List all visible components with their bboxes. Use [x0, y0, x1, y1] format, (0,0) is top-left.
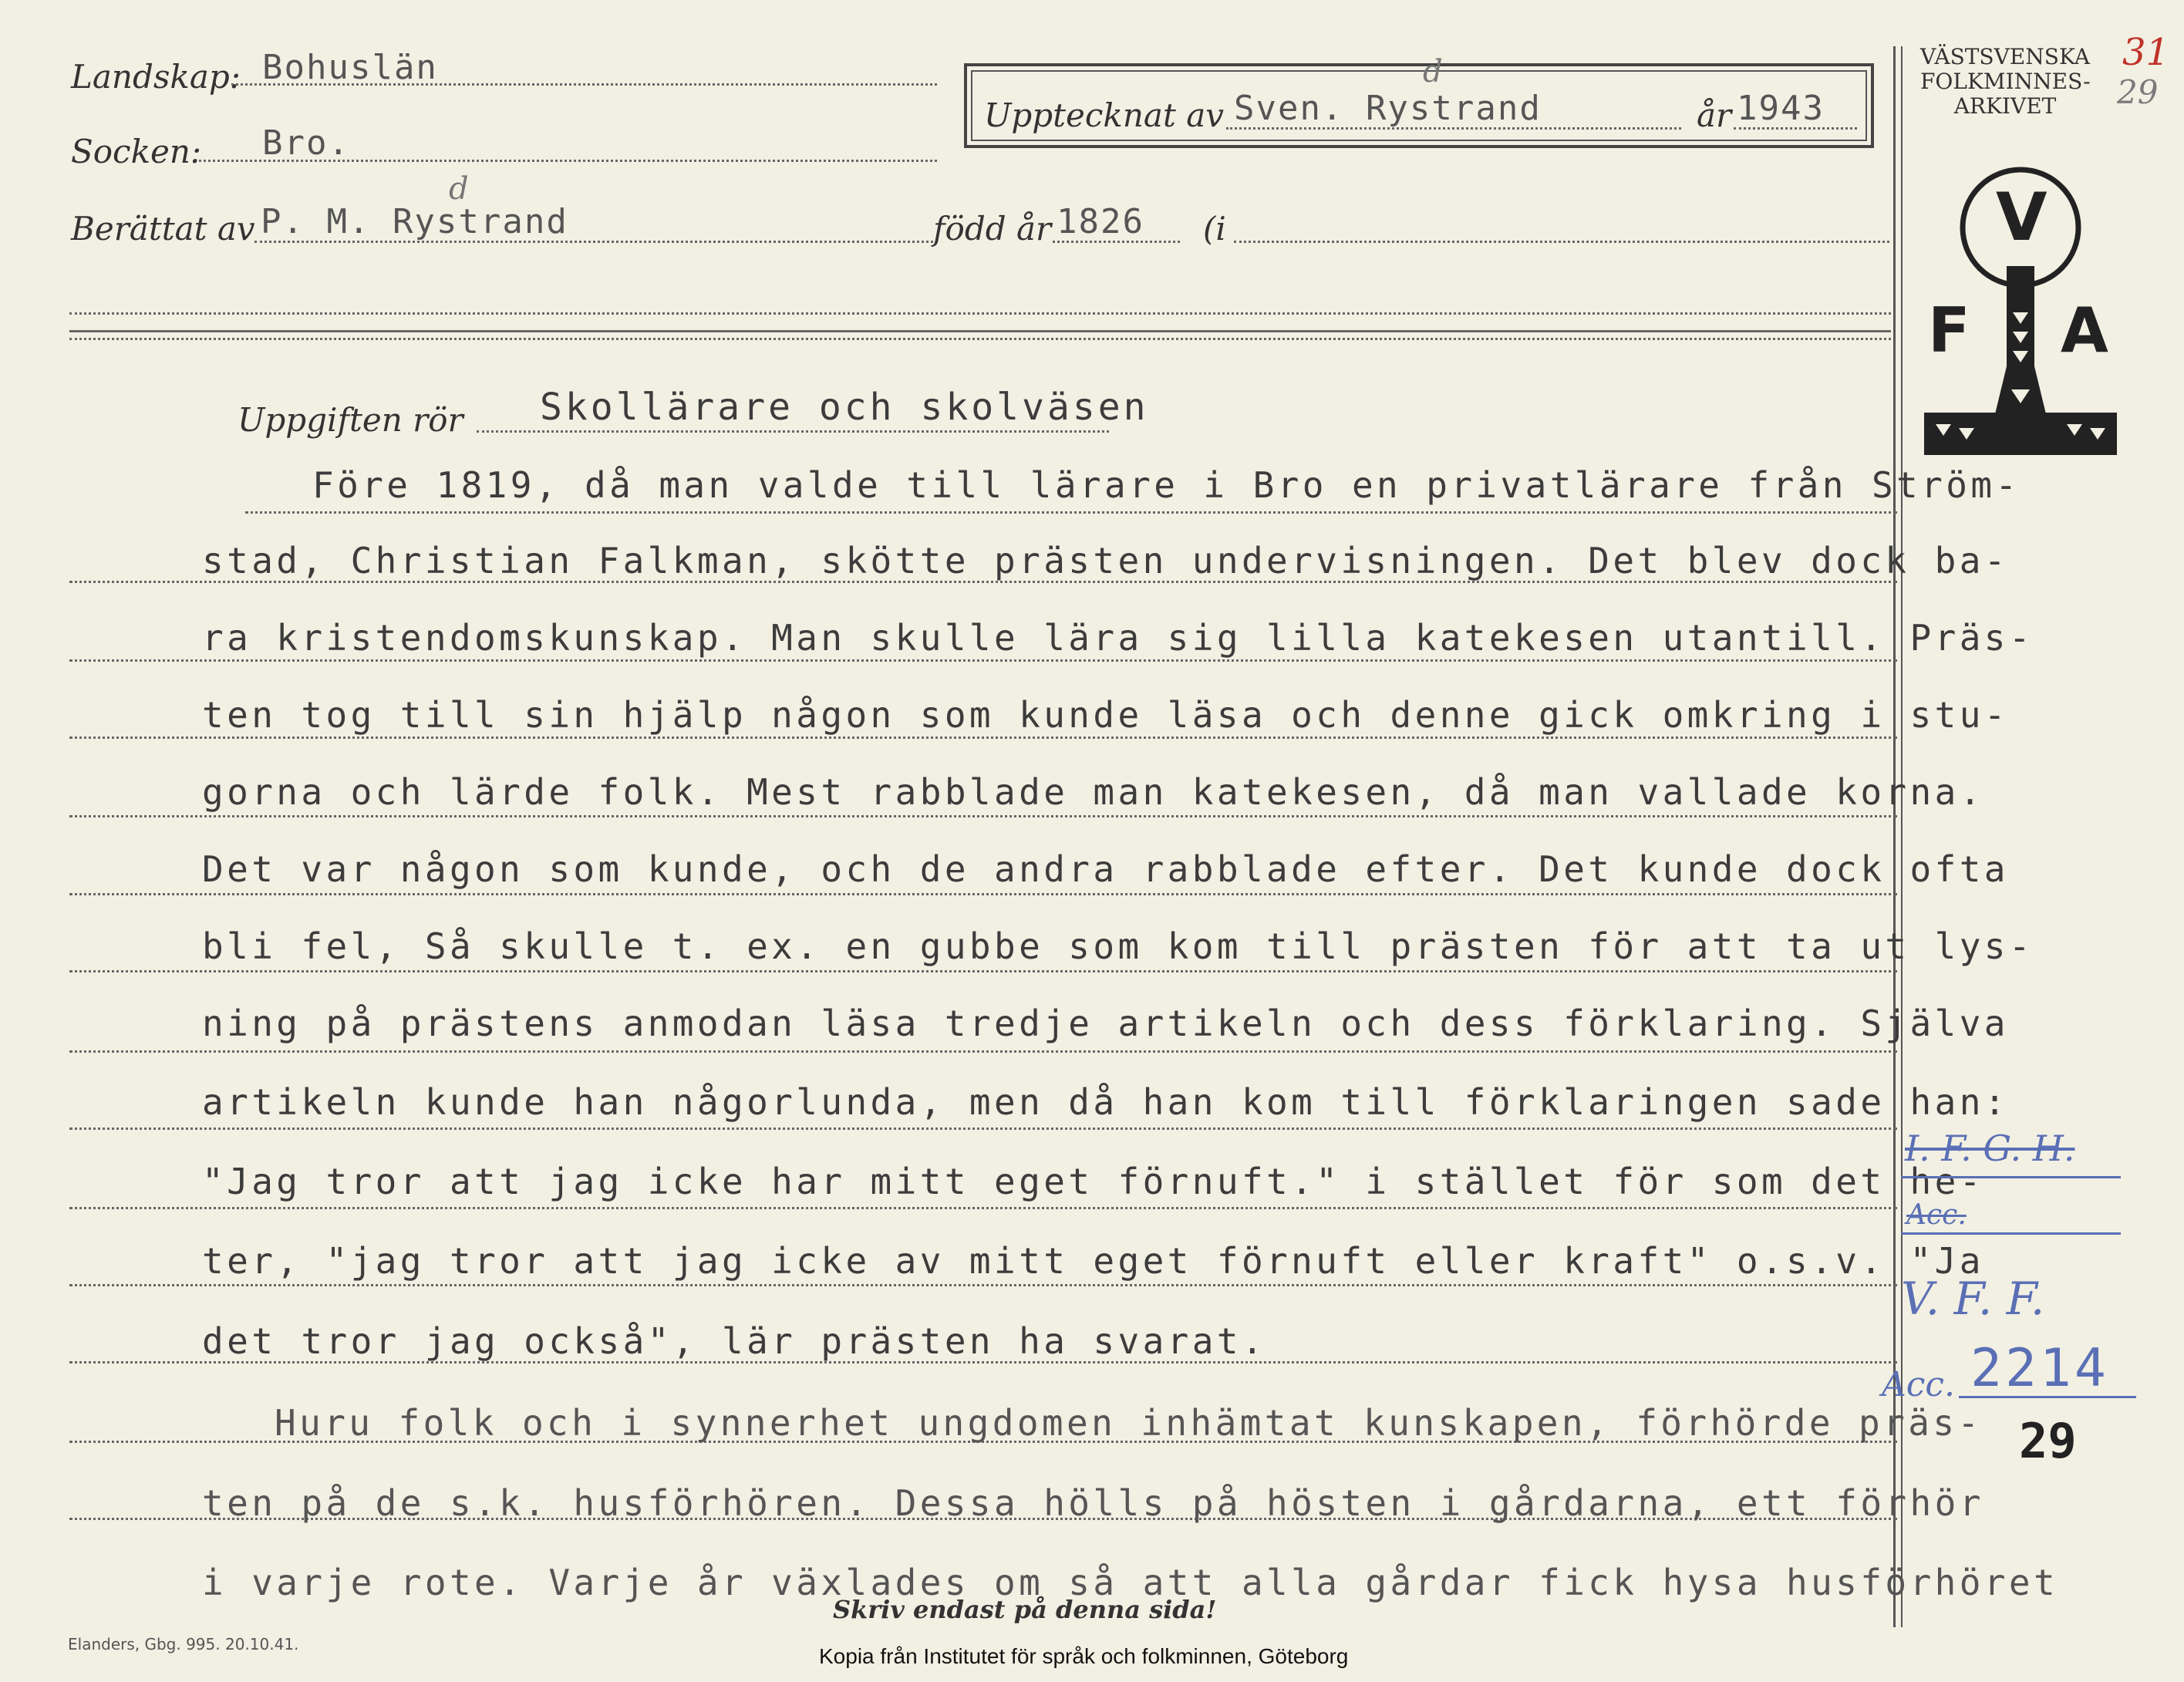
- logo-letter-a: A: [2061, 295, 2108, 366]
- section-divider-top: [69, 330, 1891, 332]
- topic-value: Skollärare och skolväsen: [540, 386, 1149, 429]
- body-rule-4: [69, 737, 1897, 739]
- uppteckn-label: Upptecknat av: [984, 96, 1224, 134]
- body-line-2: stad, Christian Falkman, skötte prästen undervisningen. Det blev dock ba-: [202, 540, 2009, 581]
- body-line-4: ten tog till sin hjälp någon som kunde läsa och denne gick omkring i stu-: [202, 694, 2009, 736]
- footer-instruction: Skriv endast på denna sida!: [833, 1595, 1217, 1624]
- red-page-number-2: 29: [2117, 73, 2159, 111]
- body-line-15: i varje rote. Varje år växlades om så att alla gårdar fick hysa husförhöret: [202, 1562, 2059, 1603]
- berattat-label: Berättat av: [71, 210, 255, 248]
- acc-underline: [1959, 1396, 2136, 1398]
- landskap-label: Landskap:: [71, 58, 241, 96]
- section-divider-bottom: [69, 338, 1891, 340]
- archive-name: [1920, 45, 2090, 119]
- copy-note: Kopia från Institutet för språk och folkminnen, Göteborg: [819, 1644, 1349, 1668]
- berattat-value: P. M. Rystrand: [261, 202, 568, 241]
- body-rule-9: [69, 1128, 1897, 1130]
- body-line-13: Huru folk och i synnerhet ungdomen inhämtat kunskapen, förhörde präs-: [275, 1402, 1983, 1444]
- body-line-9: artikeln kunde han någorlunda, men då han kom till förklaringen sade han:: [202, 1081, 2009, 1123]
- body-rule-8: [69, 1050, 1897, 1053]
- struck-code-stamp: I. F. G. H.: [1905, 1128, 2075, 1169]
- body-line-11: ter, "jag tror att jag icke av mitt eget förnuft eller kraft" o.s.v. "Ja: [202, 1240, 1984, 1282]
- red-page-number: 31: [2122, 31, 2170, 74]
- ar-value: 1943: [1737, 89, 1825, 128]
- uppteckn-correction: d: [1423, 54, 1444, 89]
- logo-letter-v: V: [1996, 179, 2048, 256]
- body-rule-7: [69, 970, 1897, 972]
- body-rule-5: [69, 815, 1897, 817]
- body-line-5: gorna och lärde folk. Mest rabblade man katekesen, då man vallade korna.: [202, 771, 1984, 813]
- ar-label: år: [1697, 96, 1732, 134]
- printer-imprint: Elanders, Gbg. 995. 20.10.41.: [68, 1635, 299, 1653]
- socken-value: Bro.: [262, 123, 350, 163]
- fodd-value: 1826: [1057, 202, 1144, 241]
- vff-stamp: V. F. F.: [1901, 1272, 2045, 1325]
- topic-label: Uppgiften rör: [238, 401, 463, 439]
- body-line-6: Det var någon som kunde, och de andra rabblade efter. Det kunde dock ofta: [202, 848, 2009, 890]
- body-rule-11: [69, 1284, 1897, 1286]
- body-line-1: Före 1819, då man valde till lärare i Bro en privatlärare från Ström-: [312, 464, 2021, 506]
- body-line-7: bli fel, Så skulle t. ex. en gubbe som kom till prästen för att ta ut lys-: [202, 925, 2034, 967]
- logo-letter-f: F: [1928, 295, 1970, 366]
- body-line-10: "Jag tror att jag icke har mitt eget förnuft." i stället för som det he-: [202, 1161, 1984, 1202]
- stamped-page-number: 29: [2019, 1413, 2077, 1469]
- acc-label-stamp: Acc.: [1882, 1365, 1956, 1404]
- archive-name-line3: ARKIVET: [1953, 93, 2057, 119]
- acc-number-stamp: 2214: [1970, 1338, 2109, 1399]
- socken-label: Socken:: [71, 133, 202, 170]
- body-rule-6: [69, 893, 1897, 895]
- paren-dotted-line: [1234, 241, 1889, 243]
- body-line-14: ten på de s.k. husförhören. Dessa hölls på hösten i gårdarna, ett förhör: [202, 1482, 1984, 1524]
- fodd-label: född år: [933, 210, 1052, 248]
- struck-acc-stamp: Acc.: [1906, 1199, 1967, 1231]
- body-line-3: ra kristendomskunskap. Man skulle lära sig lilla katekesen utantill. Präs-: [202, 617, 2034, 659]
- blank-dotted-line: [69, 312, 1891, 315]
- body-line-12: det tror jag också", lär prästen ha svarat.: [202, 1320, 1267, 1362]
- berattat-correction: d: [449, 171, 470, 207]
- topic-dotted-line: [477, 430, 1109, 433]
- stamp-rule-1: [1901, 1176, 2121, 1178]
- body-rule-1: [245, 511, 1897, 514]
- archive-name-line1: VÄSTSVENSKA: [1920, 44, 2090, 69]
- body-rule-3: [69, 659, 1897, 662]
- uppteckn-value: Sven. Rystrand: [1234, 89, 1542, 128]
- stamp-rule-2: [1901, 1232, 2121, 1235]
- landskap-value: Bohuslän: [262, 48, 438, 87]
- body-rule-10: [69, 1207, 1897, 1209]
- paren-label: (i: [1203, 210, 1226, 248]
- body-line-8: ning på prästens anmodan läsa tredje artikeln och dess förklaring. Själva: [202, 1003, 2009, 1044]
- archive-name-line2: FOLKMINNES-: [1920, 69, 2091, 94]
